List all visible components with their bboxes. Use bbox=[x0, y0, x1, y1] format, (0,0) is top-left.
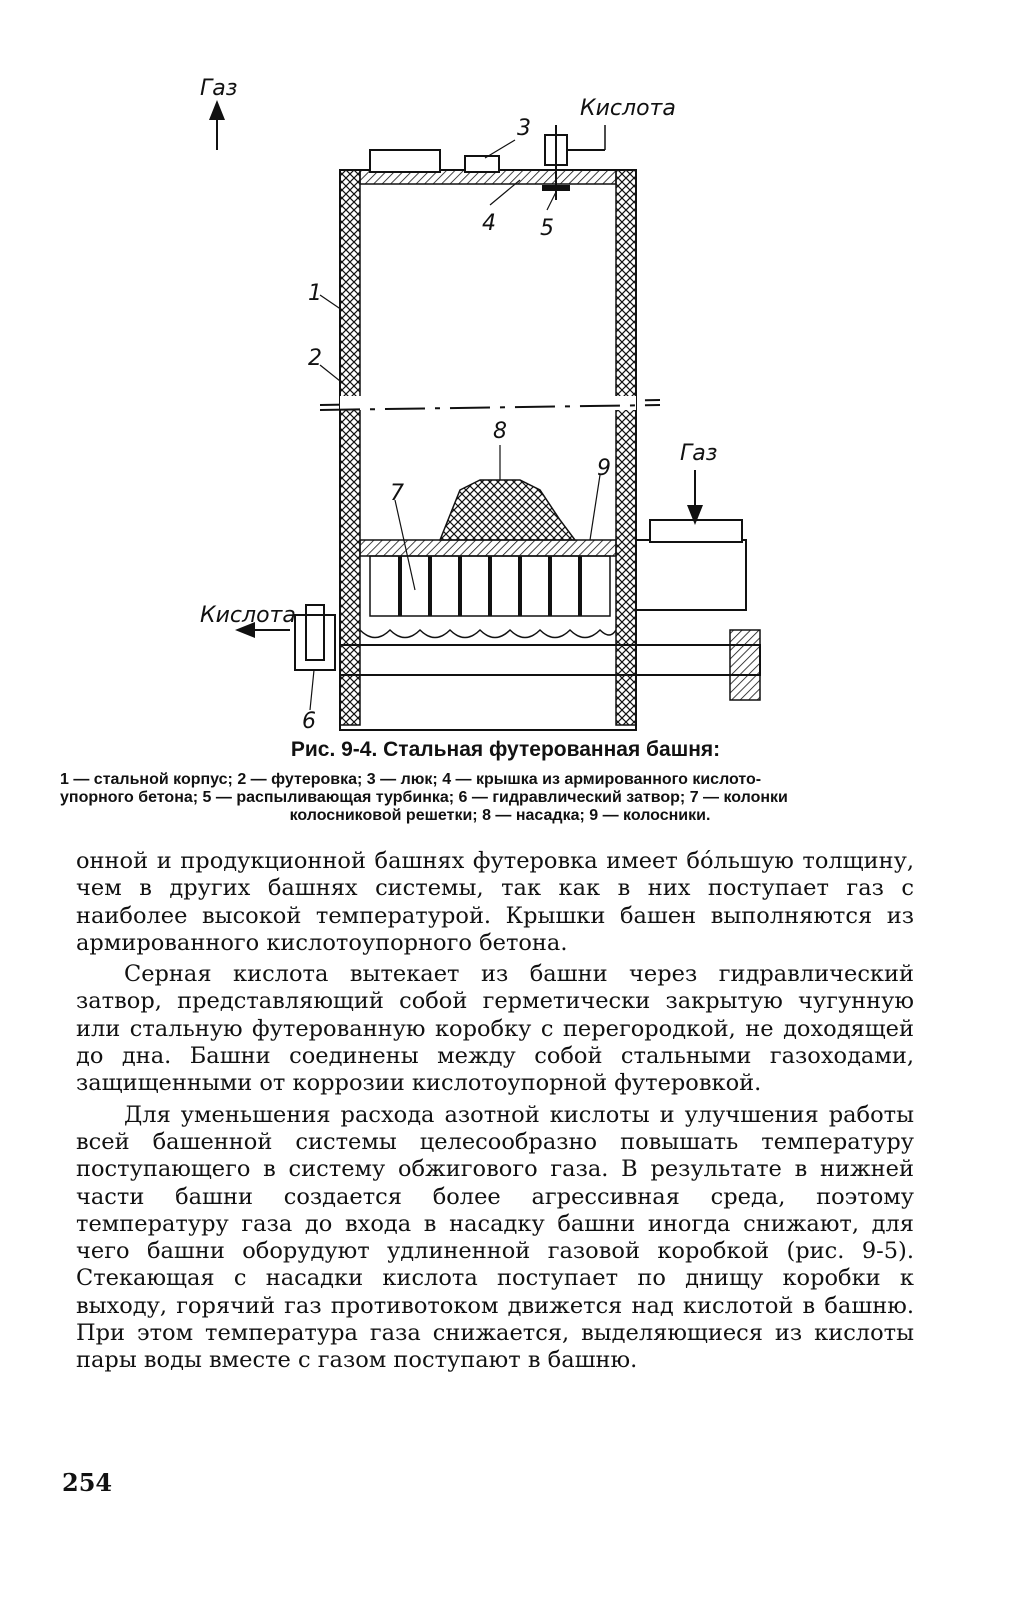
acid-out-label: Кислота bbox=[200, 603, 296, 628]
tower-diagram bbox=[190, 70, 810, 750]
gas-outlet-box bbox=[370, 150, 440, 172]
foundation bbox=[340, 645, 760, 675]
figure-caption-legend bbox=[60, 771, 940, 825]
lining-left bbox=[340, 170, 360, 725]
legend-line: упорного бетона; 5 — распыливающая турбинка; 6 — гидравлический затвор; 7 — колонки bbox=[60, 789, 788, 806]
body-text bbox=[76, 848, 914, 1375]
paragraph: онной и продукционной башнях футеровка имеет бóльшую толщину, чем в других башнях системы, так как в них поступает газ с наиболее высокой температурой. Крышки башен выполняются из армированного кислотоупорного бетона. bbox=[76, 848, 914, 956]
label-8: 8 bbox=[493, 419, 507, 444]
paragraph: Для уменьшения расхода азотной кислоты и улучшения работы всей башенной системы целесообразно повышать температуру поступающего в систему обжигового газа. В результате в нижней части башни создается более агрессивная среда, поэтому температуру газа до входа в насадку башни иногда снижают, для чего башни оборудуют удлиненной газовой коробкой (рис. 9-5). Стекающая с насадки кислота поступает по днищу коробки к выходу, горячий газ противотоком движется над кислотой в башню. При этом температура газа снижается, выделяющиеся из кислоты пары воды вместе с газом поступают в башню. bbox=[76, 1101, 914, 1374]
page-number: 254 bbox=[62, 1468, 113, 1497]
hydraulic-seal bbox=[295, 615, 335, 670]
packing bbox=[440, 480, 575, 540]
label-2: 2 bbox=[308, 346, 322, 371]
gas-top-label: Газ bbox=[200, 76, 238, 101]
gas-side-label: Газ bbox=[680, 441, 718, 466]
label-7: 7 bbox=[390, 481, 404, 506]
label-1: 1 bbox=[308, 281, 322, 306]
label-3: 3 bbox=[517, 116, 531, 141]
label-6: 6 bbox=[302, 709, 316, 734]
tower-figure bbox=[190, 70, 810, 750]
grate-bars bbox=[360, 540, 616, 556]
paragraph: Серная кислота вытекает из башни через гидравлический затвор, представляющий собой герметически закрытую чугунную или стальную футерованную коробку с перегородкой, не доходящей до дна. Башни соединены между собой стальными газоходами, защищенными от коррозии кислотоупорной футеровкой. bbox=[76, 961, 914, 1097]
grate-columns bbox=[370, 556, 610, 616]
figure-caption-title: Рис. 9-4. Стальная футерованная башня: bbox=[290, 738, 721, 761]
gas-inlet-box bbox=[636, 540, 746, 610]
lining-right bbox=[616, 170, 636, 725]
label-9: 9 bbox=[597, 456, 611, 481]
manhole bbox=[465, 156, 499, 172]
label-4: 4 bbox=[482, 211, 496, 236]
legend-line: 1 — стальной корпус; 2 — футеровка; 3 — люк; 4 — крышка из армированного кислото- bbox=[60, 771, 762, 788]
legend-line: колосниковой решетки; 8 — насадка; 9 — колосники. bbox=[289, 807, 711, 824]
acid-top-label: Кислота bbox=[580, 96, 676, 121]
label-5: 5 bbox=[540, 216, 554, 241]
